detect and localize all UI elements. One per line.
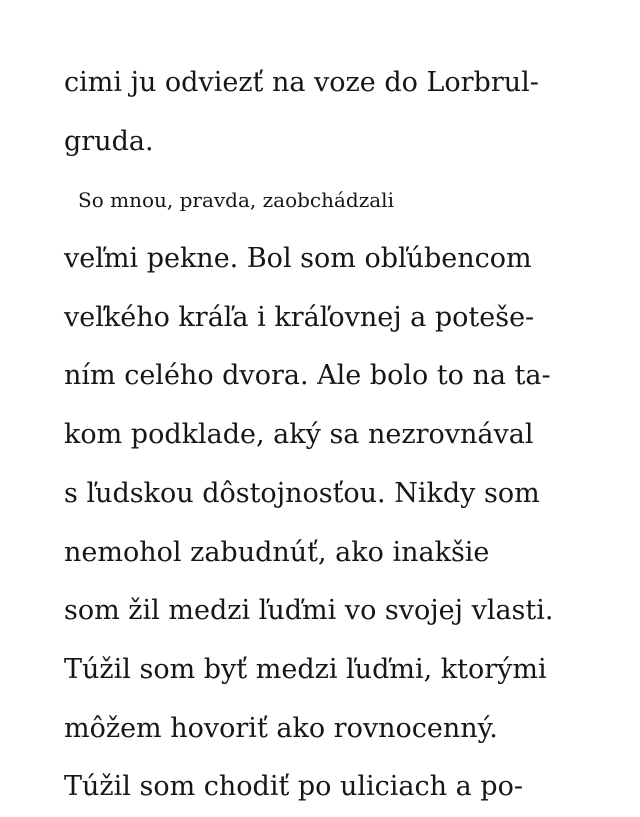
- text-line: môžem hovoriť ako rovnocenný.: [64, 712, 498, 744]
- text-line: som žil medzi ľuďmi vo svojej vlasti.: [64, 595, 554, 627]
- text-line: Túžil som chodiť po uliciach a po-: [64, 771, 523, 803]
- text-line: ním celého dvora. Ale bolo to na ta-: [64, 360, 551, 392]
- text-line: veľmi pekne. Bol som obľúbencom: [64, 243, 532, 275]
- body-text: [64, 54, 584, 817]
- text-line: s ľudskou dôstojnosťou. Nikdy som: [64, 477, 540, 509]
- paragraph-start-line: So mnou, pravda, zaobchádzali: [78, 188, 394, 213]
- text-line: veľkého kráľa i kráľovnej a poteše-: [64, 301, 535, 333]
- text-line: Túžil som byť medzi ľuďmi, ktorými: [64, 653, 547, 685]
- text-line: nemohol zabudnúť, ako inakšie: [64, 536, 490, 568]
- text-line: kom podklade, aký sa nezrovnával: [64, 419, 534, 451]
- text-line: gruda.: [64, 125, 154, 157]
- text-line: cimi ju odviezť na voze do Lorbrul-: [64, 67, 539, 98]
